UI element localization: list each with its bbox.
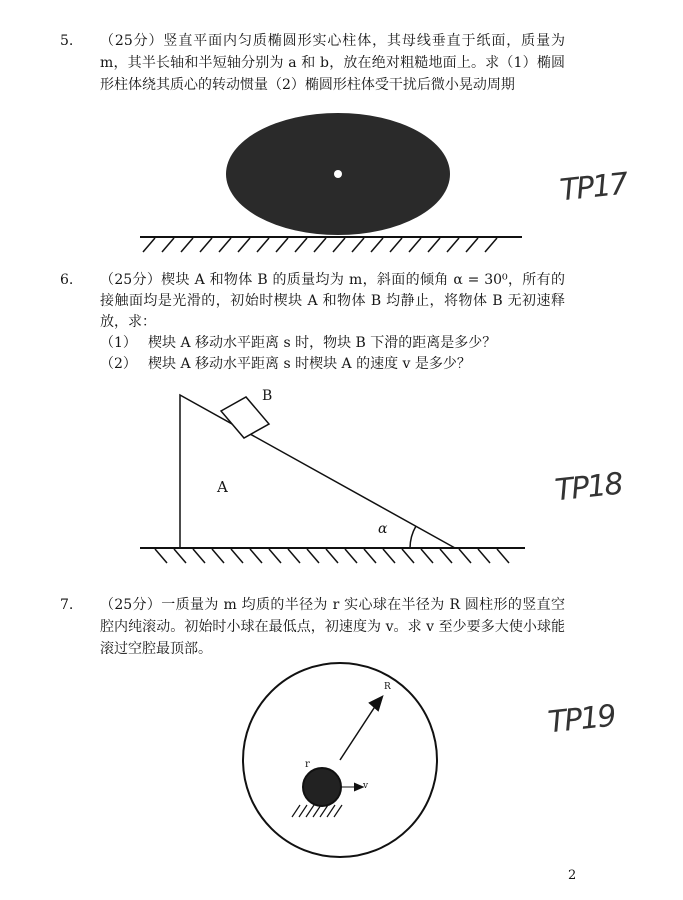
hatch-mark <box>447 238 459 252</box>
hatch-mark <box>428 238 440 252</box>
hatch-mark <box>231 549 243 563</box>
hatch-mark <box>269 549 281 563</box>
hatch-mark <box>333 238 345 252</box>
hatch-mark <box>466 238 478 252</box>
hatch-mark <box>402 549 414 563</box>
hatch-mark <box>307 549 319 563</box>
hatch-mark <box>295 238 307 252</box>
hatch-mark <box>193 549 205 563</box>
hatch-mark <box>212 549 224 563</box>
sub-question: （1） 楔块 A 移动水平距离 s 时，物块 B 下滑的距离是多少？ <box>100 335 497 351</box>
hatch-mark <box>181 238 193 252</box>
hatch-mark <box>345 549 357 563</box>
hatch-mark <box>364 549 376 563</box>
hatch-mark <box>421 549 433 563</box>
hatch-mark <box>334 805 342 817</box>
problem-number: 5. <box>60 33 74 49</box>
label-v: v <box>363 781 369 791</box>
problem-text: （25分）楔块 A 和物体 B 的质量均为 m，斜面的倾角 α = 30⁰，所有的接触面均是光滑的，初始时楔块 A 和物体 B 均静止，将物体 B 无初速释放，求： <box>100 272 565 330</box>
hatch-mark <box>326 549 338 563</box>
hatch-mark <box>238 238 250 252</box>
handwritten-note: TP18 <box>553 466 624 509</box>
hatch-mark <box>409 238 421 252</box>
hatch-mark <box>250 549 262 563</box>
hatch-mark <box>390 238 402 252</box>
hatch-mark <box>485 238 497 252</box>
hatch-mark <box>440 549 452 563</box>
label-small-r: r <box>305 759 310 770</box>
hatch-mark <box>327 805 335 817</box>
hatch-mark <box>313 805 321 817</box>
hatch-mark <box>383 549 395 563</box>
hatch-mark <box>155 549 167 563</box>
problem-number: 6. <box>60 272 74 288</box>
hatch-mark <box>478 549 490 563</box>
hatch-mark <box>143 238 155 252</box>
hatch-mark <box>219 238 231 252</box>
hatch-mark <box>497 549 509 563</box>
hatch-mark <box>276 238 288 252</box>
problem-text: （25分）一质量为 m 均质的半径为 r 实心球在半径为 R 圆柱形的竖直空腔内纯滚动。初始时小球在最低点，初速度为 v。求 v 至少要多大使小球能滚过空腔最顶部。 <box>100 597 565 657</box>
handwritten-note: TP17 <box>558 166 629 209</box>
label-b: B <box>262 388 273 404</box>
problem-number: 7. <box>60 597 74 613</box>
hatch-mark <box>257 238 269 252</box>
hatch-mark <box>299 805 307 817</box>
hatch-mark <box>371 238 383 252</box>
hatch-mark <box>288 549 300 563</box>
wedge-figure <box>140 395 525 563</box>
hatch-mark <box>292 805 300 817</box>
ellipse-figure <box>140 113 522 252</box>
hatch-mark <box>162 238 174 252</box>
cavity-figure <box>243 663 437 857</box>
hatch-mark <box>352 238 364 252</box>
hatch-mark <box>174 549 186 563</box>
problem-text: （25分）竖直平面内匀质椭圆形实心柱体，其母线垂直于纸面，质量为 m，其半长轴和半短轴分别为 a 和 b，放在绝对粗糙地面上。求（1）椭圆形柱体绕其质心的转动惯量（2）椭圆形柱体受干扰后微小晃动周期 <box>100 33 565 93</box>
label-a: A <box>217 478 228 496</box>
hatch-mark <box>200 238 212 252</box>
hatch-mark <box>306 805 314 817</box>
hatch-mark <box>459 549 471 563</box>
hatch-mark <box>314 238 326 252</box>
handwritten-note: TP19 <box>546 698 617 741</box>
label-big-r: R <box>384 682 391 692</box>
sub-question: （2） 楔块 A 移动水平距离 s 时楔块 A 的速度 v 是多少？ <box>100 356 471 372</box>
label-alpha: α <box>378 521 388 537</box>
page-number: 2 <box>568 868 577 883</box>
